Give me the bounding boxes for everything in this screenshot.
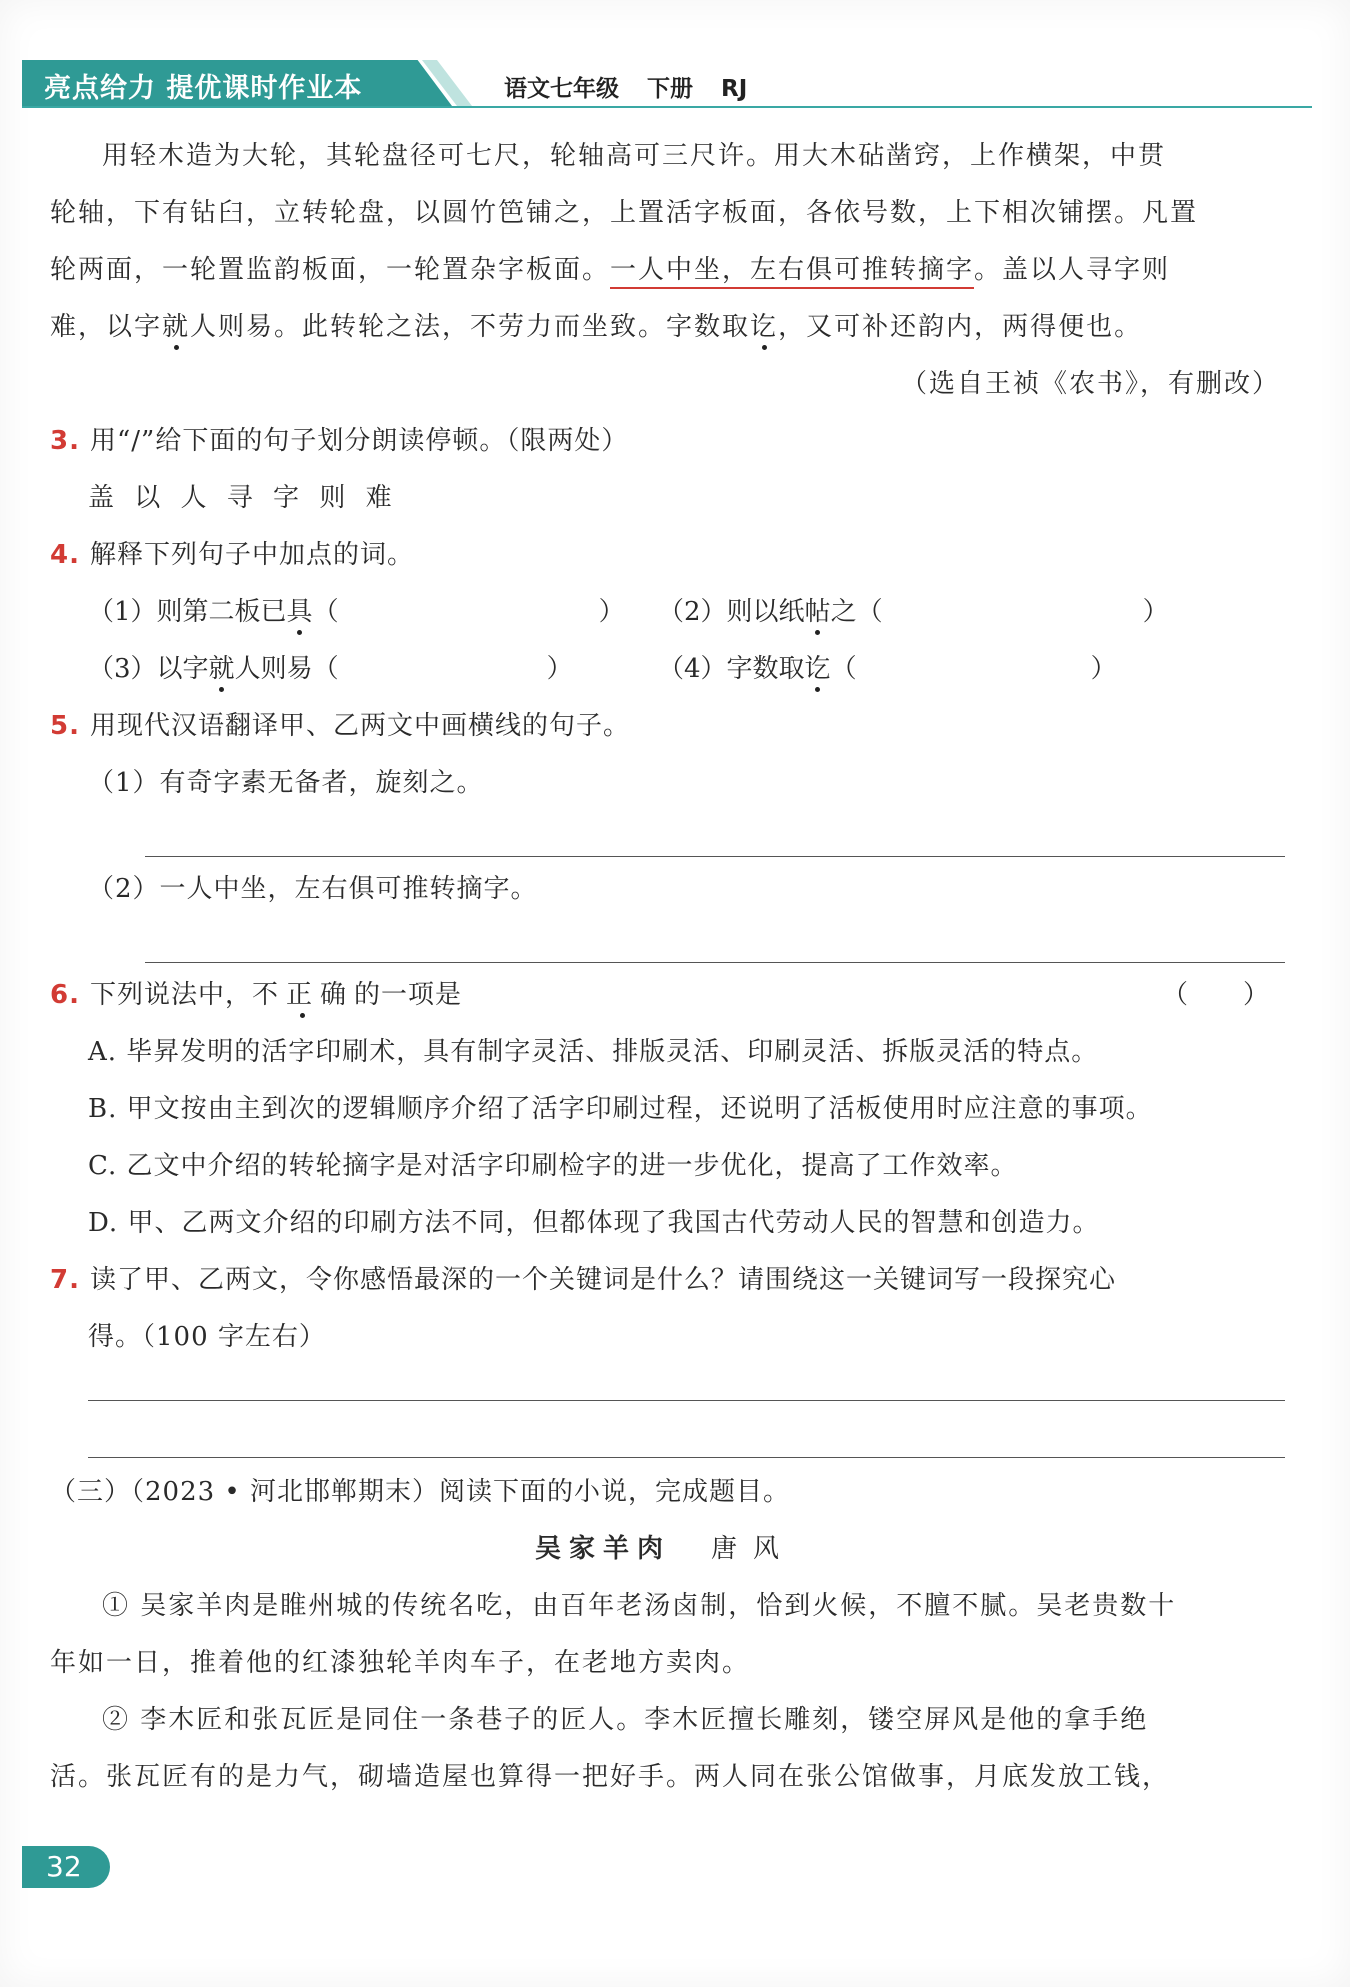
passage-text: 轮两面，一轮置监韵板面，一轮置杂字板面。 xyxy=(50,255,611,285)
page-content xyxy=(50,128,1280,1806)
question-number: 4. xyxy=(50,540,80,570)
story-paragraph: ① 吴家羊肉是睢州城的传统名吃，由百年老汤卤制，恰到火候，不膻不腻。吴老贵数十 xyxy=(102,1591,1177,1621)
answer-blank[interactable]: （ ） xyxy=(312,597,625,627)
passage-text: 难，以字 xyxy=(50,312,163,342)
question-text: 的一项是 xyxy=(354,980,463,1010)
question-number: 6. xyxy=(50,980,80,1010)
passage-source: （选自王祯《农书》，有删改） xyxy=(900,369,1280,399)
answer-line[interactable] xyxy=(145,962,1285,963)
q3-sentence: 盖 以 人 寻 字 则 难 xyxy=(88,483,398,513)
header-brand: 亮点给力 提优课时作业本 xyxy=(44,73,363,104)
passage-line xyxy=(50,242,1280,299)
q4-item xyxy=(88,641,658,698)
dotted-word: 帖 xyxy=(804,597,831,627)
answer-blank[interactable]: （ ） xyxy=(830,654,1117,684)
q6-option-d: D. 甲、乙两文介绍的印刷方法不同，但都体现了我国古代劳动人民的智慧和创造力。 xyxy=(88,1208,1100,1238)
header-edition: RJ xyxy=(721,76,748,102)
dotted-word: 讫 xyxy=(750,312,779,342)
answer-line[interactable] xyxy=(88,1457,1285,1458)
dotted-word: 讫 xyxy=(804,654,831,684)
q4-item-label: （4）字数取 xyxy=(658,654,805,684)
header-subtitle xyxy=(504,70,775,103)
q4-item xyxy=(658,584,1228,641)
q5-item: （1）有奇字素无备者，旋刻之。 xyxy=(88,768,484,798)
question-number: 7. xyxy=(50,1265,80,1295)
page-header xyxy=(22,60,1312,108)
answer-blank[interactable]: 之（ ） xyxy=(830,597,1169,627)
passage-text: 。盖以人寻字则 xyxy=(974,255,1171,285)
header-volume: 下册 xyxy=(647,76,693,102)
q4-row xyxy=(50,584,1280,641)
q6-option-c: C. 乙文中介绍的转轮摘字是对活字印刷检字的进一步优化，提高了工作效率。 xyxy=(88,1151,1018,1181)
story-paragraph: 年如一日，推着他的红漆独轮羊肉车子，在老地方卖肉。 xyxy=(50,1648,751,1678)
section-intro: （三）（2023 • 河北邯郸期末）阅读下面的小说，完成题目。 xyxy=(50,1477,791,1507)
question-3 xyxy=(50,413,1280,470)
question-6 xyxy=(50,967,1280,1024)
passage-line: 用轻木造为大轮，其轮盘径可七尺，轮轴高可三尺许。用大木砧凿窍，上作横架，中贯 xyxy=(102,141,1167,171)
passage-text: 人则易。此转轮之法，不劳力而坐致。字数取 xyxy=(190,312,751,342)
underlined-sentence: 一人中坐，左右俱可推转摘字 xyxy=(610,255,974,289)
question-text: 用现代汉语翻译甲、乙两文中画横线的句子。 xyxy=(89,711,630,741)
q4-item xyxy=(88,584,658,641)
question-text: 下列说法中， xyxy=(89,980,252,1010)
story-title-row xyxy=(50,1521,1280,1578)
question-number: 5. xyxy=(50,711,80,741)
dotted-word: 具 xyxy=(286,597,313,627)
header-subject: 语文七年级 xyxy=(504,76,619,102)
passage-text: ，又可补还韵内，两得便也。 xyxy=(778,312,1143,342)
passage-line xyxy=(50,299,1280,356)
dotted-word: 就 xyxy=(208,654,235,684)
question-number: 3. xyxy=(50,426,80,456)
question-text: 得。（100 字左右） xyxy=(88,1322,326,1352)
dotted-word: 就 xyxy=(162,312,191,342)
q4-item-label: （3）以字 xyxy=(88,654,209,684)
question-text: 解释下列句子中加点的词。 xyxy=(89,540,414,570)
q6-option-b: B. 甲文按由主到次的逻辑顺序介绍了活字印刷过程，还说明了活板使用时应注意的事项。 xyxy=(88,1094,1153,1124)
q4-item-label: （1）则第二板已 xyxy=(88,597,287,627)
answer-blank[interactable]: 人则易（ ） xyxy=(234,654,573,684)
page-number: 32 xyxy=(22,1846,110,1888)
question-text: 用“/”给下面的句子划分朗读停顿。（限两处） xyxy=(89,426,629,456)
q6-option-a: A. 毕昇发明的活字印刷术，具有制字灵活、排版灵活、印刷灵活、拆版灵活的特点。 xyxy=(88,1037,1099,1067)
question-text: 读了甲、乙两文，令你感悟最深的一个关键词是什么？请围绕这一关键词写一段探究心 xyxy=(89,1265,1116,1295)
answer-line[interactable] xyxy=(88,1400,1285,1401)
passage-line: 轮轴，下有钻臼，立转轮盘，以圆竹笆铺之，上置活字板面，各依号数，上下相次铺摆。凡置 xyxy=(50,198,1199,228)
answer-line[interactable] xyxy=(145,856,1285,857)
story-title: 吴家羊肉 xyxy=(534,1534,671,1564)
q5-item: （2）一人中坐，左右俱可推转摘字。 xyxy=(88,874,538,904)
question-7 xyxy=(50,1252,1280,1309)
question-5 xyxy=(50,698,1280,755)
q4-item-label: （2）则以纸 xyxy=(658,597,805,627)
answer-paren[interactable]: （ ） xyxy=(1161,980,1270,1010)
q4-row xyxy=(50,641,1280,698)
story-paragraph: 活。张瓦匠有的是力气，砌墙造屋也算得一把好手。两人同在张公馆做事，月底发放工钱， xyxy=(50,1762,1171,1792)
story-author: 唐风 xyxy=(711,1534,796,1564)
story-paragraph: ② 李木匠和张瓦匠是同住一条巷子的匠人。李木匠擅长雕刻，镂空屏风是他的拿手绝 xyxy=(102,1705,1149,1735)
question-4 xyxy=(50,527,1280,584)
dotted-word: 不正确 xyxy=(251,980,354,1010)
q4-item xyxy=(658,641,1228,698)
